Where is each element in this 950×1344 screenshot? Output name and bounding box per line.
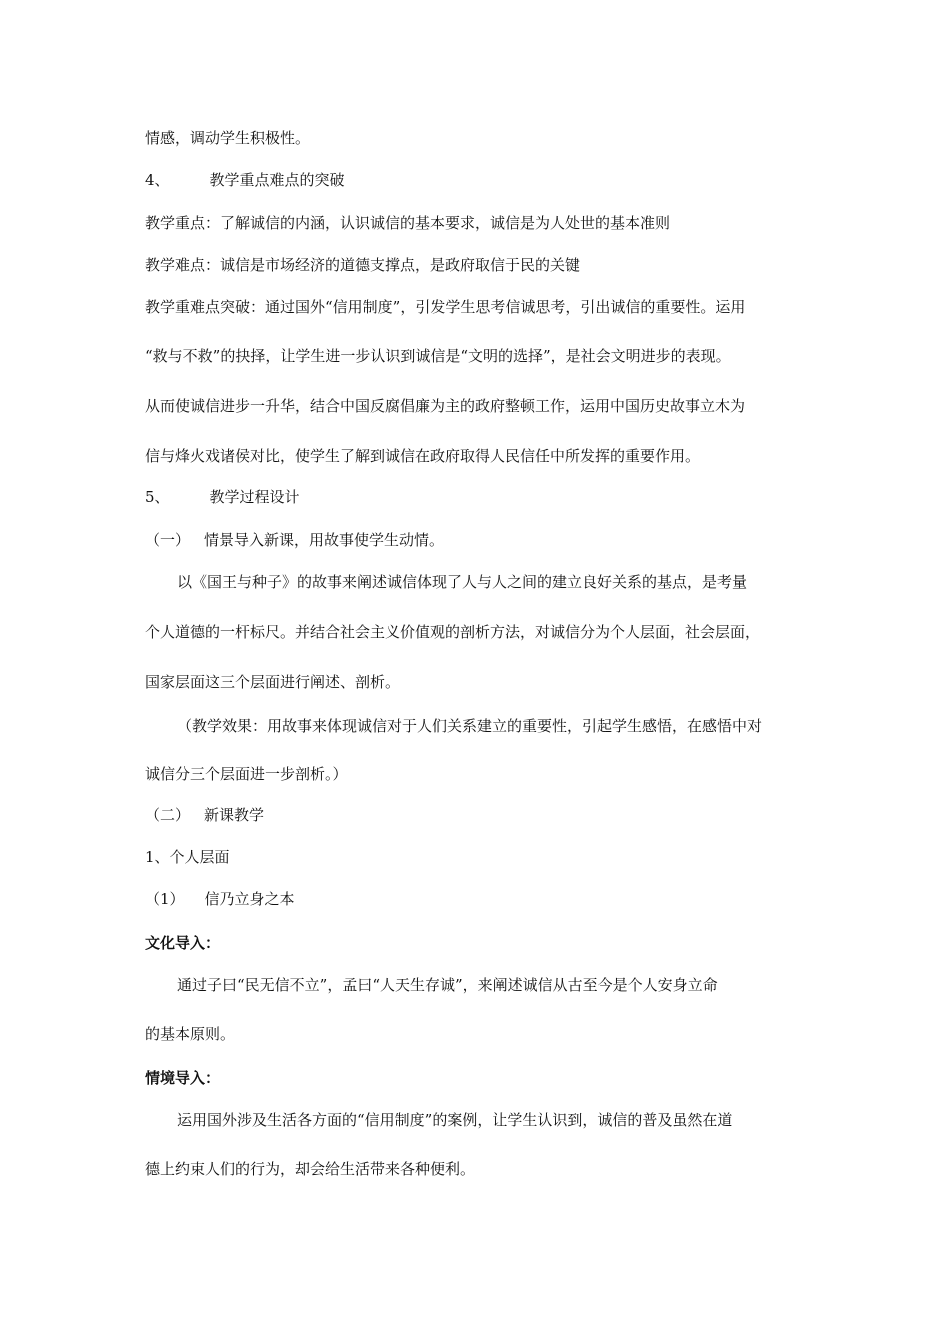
text-line: （教学效果：用故事来体现诚信对于人们关系建立的重要性，引起学生感悟，在感悟中对 <box>177 717 763 735</box>
text-line: 教学重点：了解诚信的内涵，认识诚信的基本要求，诚信是为人处世的基本准则 <box>145 214 671 232</box>
section-title: 教学过程设计 <box>209 488 300 506</box>
subsection-number: （1） <box>145 890 185 908</box>
text-line: 国家层面这三个层面进行阐述、剖析。 <box>145 673 401 691</box>
section-heading <box>145 170 345 190</box>
section-title: 教学重点难点的突破 <box>209 171 345 189</box>
text-line: “救与不救”的抉择，让学生进一步认识到诚信是“文明的选择”，是社会文明进步的表现。 <box>145 347 731 365</box>
text-line: 1、个人层面 <box>145 848 230 866</box>
text-line: 的基本原则。 <box>145 1025 236 1043</box>
subsection-heading <box>145 530 444 550</box>
bold-heading: 情境导入： <box>145 1069 221 1087</box>
text-line: 诚信分三个层面进一步剖析。） <box>145 765 348 783</box>
subsection-title: 情景导入新课，用故事使学生动情。 <box>204 531 445 549</box>
subsection-heading <box>145 889 295 909</box>
text-line: 信与烽火戏诸侯对比，使学生了解到诚信在政府取得人民信任中所发挥的重要作用。 <box>145 447 701 465</box>
text-line: 以《国王与种子》的故事来阐述诚信体现了人与人之间的建立良好关系的基点，是考量 <box>177 573 748 591</box>
subsection-number: （一） <box>145 531 191 549</box>
bold-heading: 文化导入： <box>145 934 221 952</box>
text-line: 通过子曰“民无信不立”，孟曰“人天生存诚”，来阐述诚信从古至今是个人安身立命 <box>177 976 718 994</box>
text-line: 德上约束人们的行为，却会给生活带来各种便利。 <box>145 1160 476 1178</box>
section-number: 4、 <box>145 171 170 189</box>
section-heading <box>145 487 300 507</box>
text-line: 个人道德的一杆标尺。并结合社会主义价值观的剖析方法，对诚信分为个人层面，社会层面， <box>145 623 761 641</box>
text-line: 从而使诚信进步一升华，结合中国反腐倡廉为主的政府整顿工作，运用中国历史故事立木为 <box>145 397 746 415</box>
section-number: 5、 <box>145 488 170 506</box>
subsection-title: 新课教学 <box>204 806 265 824</box>
subsection-heading <box>145 805 264 825</box>
text-line: 教学重难点突破：通过国外“信用制度”，引发学生思考信诚思考，引出诚信的重要性。运用 <box>145 298 746 316</box>
subsection-number: （二） <box>145 806 191 824</box>
subsection-title: 信乃立身之本 <box>204 890 295 908</box>
text-line: 教学难点：诚信是市场经济的道德支撑点，是政府取信于民的关键 <box>145 256 581 274</box>
text-line: 运用国外涉及生活各方面的“信用制度”的案例，让学生认识到，诚信的普及虽然在道 <box>177 1111 733 1129</box>
text-line: 情感，调动学生积极性。 <box>145 129 311 147</box>
